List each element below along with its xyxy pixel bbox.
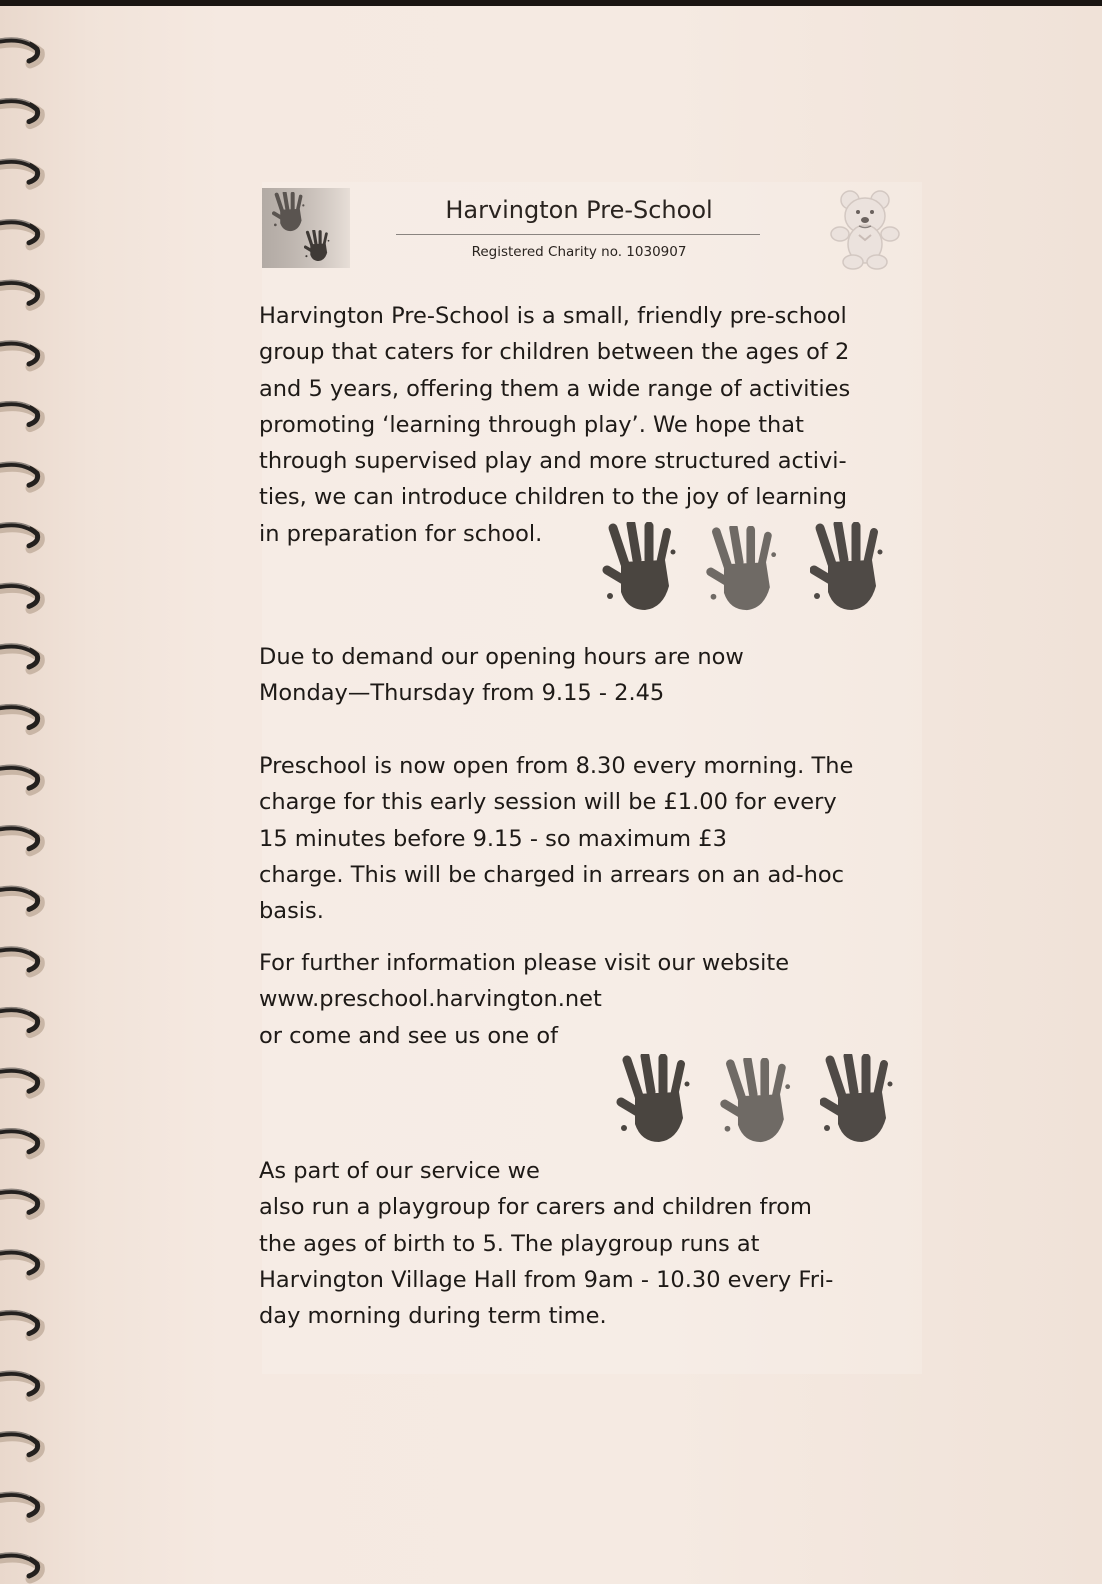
spiral-ring (0, 1553, 40, 1579)
spiral-ring (0, 1371, 40, 1397)
spiral-ring (0, 583, 40, 609)
spiral-ring (0, 341, 40, 367)
intro-paragraph: Harvington Pre-School is a small, friendly pre-school group that caters for children between the ages of 2 and 5 years, offering them a wide range of activities promoting ‘learning through play’. We hope that through supervised play and more structured activi- ties, we can introduce children to the joy of learning in preparation for school. (259, 303, 851, 547)
spiral-ring (0, 644, 40, 670)
handprint-icon (725, 1060, 790, 1142)
playgroup-paragraph: As part of our service we also run a playgroup for carers and children from the ages of birth to 5. The playgroup runs at Harvington Village Hall from 9am - 10.30 every Fri- day morning during term time. (259, 1158, 834, 1330)
handprint-icon (607, 524, 676, 610)
spiral-ring (0, 38, 40, 64)
handprints-row-1 (598, 518, 894, 614)
spiral-ring (0, 99, 40, 125)
spiral-ring (0, 1432, 40, 1458)
page-title: Harvington Pre-School (445, 196, 713, 224)
handprint-icon (814, 524, 883, 610)
handprint-icon (621, 1056, 690, 1142)
handprints-row-2 (610, 1050, 906, 1146)
charity-number: Registered Charity no. 1030907 (471, 244, 687, 260)
teddy-bear-icon (826, 188, 904, 270)
early-session-paragraph: Preschool is now open from 8.30 every morning. The charge for this early session will be £1.00 for every 15 minutes before 9.15 - so maximum £3 charge. This will be charged in arrears on an ad-hoc basis. (259, 753, 854, 925)
spiral-ring (0, 280, 40, 306)
handprints-icon (262, 188, 350, 268)
spiral-ring (0, 826, 40, 852)
hours-paragraph: Due to demand our opening hours are now Monday—Thursday from 9.15 - 2.45 (259, 644, 744, 707)
handprint-icon (824, 1056, 893, 1142)
handprint-icon (711, 528, 776, 610)
spiral-ring (0, 159, 40, 185)
spiral-ring (0, 1008, 40, 1034)
spiral-ring (0, 462, 40, 488)
spiral-ring (0, 886, 40, 912)
spiral-ring (0, 523, 40, 549)
spiral-ring (0, 765, 40, 791)
spiral-ring (0, 402, 40, 428)
spiral-ring (0, 1189, 40, 1215)
title-divider (396, 234, 760, 235)
spiral-ring (0, 1129, 40, 1155)
spiral-ring (0, 1250, 40, 1276)
spiral-ring (0, 1492, 40, 1518)
spiral-binding (0, 6, 60, 1584)
spiral-ring (0, 1311, 40, 1337)
spiral-ring (0, 705, 40, 731)
spiral-ring (0, 220, 40, 246)
spiral-ring (0, 947, 40, 973)
info-paragraph: For further information please visit our website www.preschool.harvington.net or come and see us one of (259, 950, 790, 1049)
spiral-ring (0, 1068, 40, 1094)
